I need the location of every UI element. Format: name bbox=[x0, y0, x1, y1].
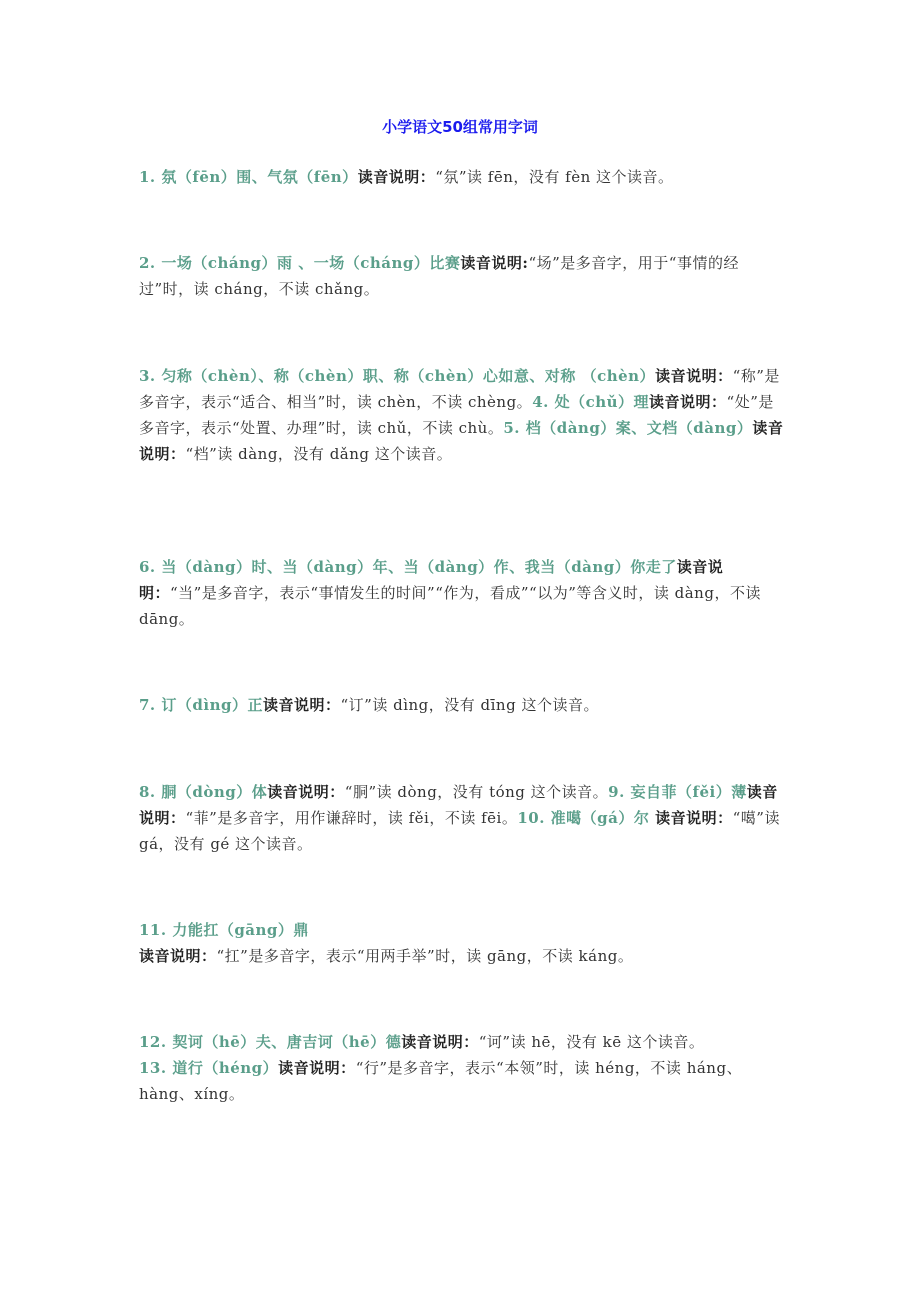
entry-label: 读音说明： bbox=[262, 696, 341, 714]
entry-term: 2. 一场（cháng）雨 、一场（cháng）比赛 bbox=[139, 254, 461, 272]
document-title: 小学语文50组常用字词 bbox=[382, 118, 538, 136]
entry-text: “当”是多音字，表示“事情发生的时间”“作为，看成”“以为”等含义时，读 dàng，不读 dāng。 bbox=[139, 584, 761, 628]
entry-term: 11. 力能扛（gāng）鼎 bbox=[139, 921, 309, 939]
entry-12-13 bbox=[139, 1029, 789, 1107]
entry-term: 6. 当（dàng）时、当（dàng）年、当（dàng）作、我当（dàng）你走了 bbox=[139, 558, 677, 576]
entry-label: 读音说明： bbox=[139, 783, 778, 827]
entry-text: “场”是多音字，用于“事情的经过”时，读 cháng，不读 chǎng。 bbox=[139, 254, 739, 298]
entry-label: 读音说明： bbox=[139, 419, 784, 463]
entry-8-10 bbox=[139, 779, 789, 857]
entry-label: 读音说明： bbox=[139, 558, 724, 602]
entry-term: 4. 处（chǔ）理 bbox=[532, 393, 650, 411]
entry-3-5 bbox=[139, 363, 789, 467]
entry-text: “订”读 dìng，没有 dīng 这个读音。 bbox=[340, 696, 599, 714]
entry-11 bbox=[139, 917, 789, 969]
entry-term: 13. 道行（héng） bbox=[139, 1059, 279, 1077]
entry-term: 12. 契诃（hē）夫、唐吉诃（hē）德 bbox=[139, 1033, 402, 1051]
entry-label: 读音说明： bbox=[357, 168, 436, 186]
entry-label: 读音说明： bbox=[139, 947, 217, 965]
entry-label: 读音说明： bbox=[649, 809, 733, 827]
entry-text: “扛”是多音字，表示“用两手举”时，读 gāng，不读 káng。 bbox=[216, 947, 634, 965]
entry-label: 读音说明： bbox=[655, 367, 733, 385]
entry-term: 8. 胴（dòng）体 bbox=[139, 783, 268, 801]
entry-2 bbox=[139, 250, 789, 302]
entry-term: 9. 妄自菲（fěi）薄 bbox=[608, 783, 747, 801]
entry-text: “称”是多音字，表示“适合、相当”时，读 chèn，不读 chèng。 bbox=[139, 367, 780, 411]
entry-text: “胴”读 dòng，没有 tóng 这个读音。 bbox=[344, 783, 609, 801]
entry-label: 读音说明: bbox=[460, 254, 529, 272]
entry-text: “处”是多音字，表示“处置、办理”时，读 chǔ，不读 chù。 bbox=[139, 393, 774, 437]
entry-text: “行”是多音字，表示“本领”时，读 héng，不读 háng、hàng、xíng。 bbox=[139, 1059, 743, 1103]
entry-label: 读音说明： bbox=[278, 1059, 356, 1077]
entry-term: 10. 准噶（gá）尔 bbox=[517, 809, 650, 827]
entry-text: “菲”是多音字，用作谦辞时，读 fěi，不读 fēi。 bbox=[185, 809, 518, 827]
entry-text: “诃”读 hē，没有 kē 这个读音。 bbox=[478, 1033, 705, 1051]
entry-text: “氛”读 fēn，没有 fèn 这个读音。 bbox=[435, 168, 674, 186]
entry-1 bbox=[139, 164, 789, 190]
entry-label: 读音说明： bbox=[649, 393, 727, 411]
entry-label: 读音说明： bbox=[267, 783, 345, 801]
entry-term: 7. 订（dìng）正 bbox=[139, 696, 263, 714]
entry-text: “噶”读 gá，没有 gé 这个读音。 bbox=[139, 809, 780, 853]
entry-text: “档”读 dàng，没有 dǎng 这个读音。 bbox=[185, 445, 453, 463]
entry-6 bbox=[139, 554, 789, 632]
entry-term: 1. 氛（fēn）围、气氛（fēn） bbox=[139, 168, 358, 186]
entry-7 bbox=[139, 692, 789, 718]
entry-term: 5. 档（dàng）案、文档（dàng） bbox=[503, 419, 753, 437]
entry-term: 3. 匀称（chèn）、称（chèn）职、称（chèn）心如意、对称 （chèn） bbox=[139, 367, 656, 385]
entry-label: 读音说明： bbox=[401, 1033, 479, 1051]
